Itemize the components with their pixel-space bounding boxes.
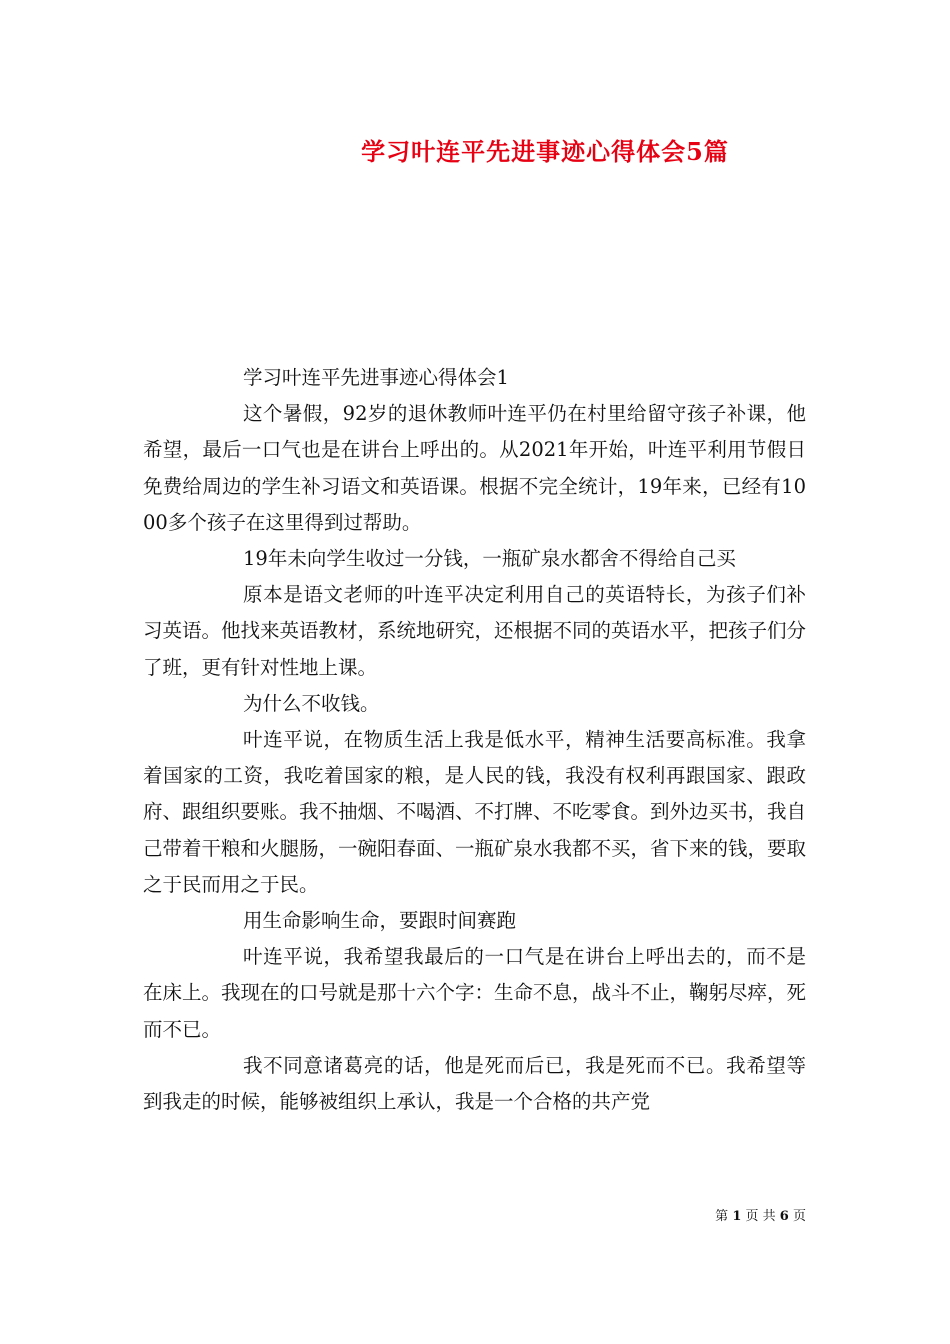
total-page-number: 6: [779, 1209, 789, 1224]
footer-prefix: 第: [715, 1209, 729, 1224]
section-heading: 学习叶连平先进事迹心得体会1: [243, 366, 509, 389]
document-body: [143, 360, 806, 1120]
footer-suffix: 页: [792, 1209, 806, 1224]
footer-middle: 页 共: [745, 1209, 776, 1224]
paragraph: 这个暑假，92岁的退休教师叶连平仍在村里给留守孩子补课，他希望，最后一口气也是在讲台上呼出的。从2021年开始，叶连平利用节假日免费给周边的学生补习语文和英语课。根据不完全统计，19年来，已经有1000多个孩子在这里得到过帮助。: [143, 402, 806, 534]
paragraph: 用生命影响生命，要跟时间赛跑: [243, 909, 517, 933]
page-footer: [0, 1205, 806, 1224]
current-page-number: 1: [732, 1209, 742, 1224]
paragraph: 叶连平说，在物质生活上我是低水平，精神生活要高标准。我拿着国家的工资，我吃着国家的粮，是人民的钱，我没有权利再跟国家、跟政府、跟组织要账。我不抽烟、不喝酒、不打牌、不吃零食。到外边买书，我自己带着干粮和火腿肠，一碗阳春面、一瓶矿泉水我都不买，省下来的钱，要取之于民而用之于民。: [143, 728, 807, 896]
paragraph: 叶连平说，我希望我最后的一口气是在讲台上呼出去的，而不是在床上。我现在的口号就是那十六个字：生命不息，战斗不止，鞠躬尽瘁，死而不已。: [143, 945, 807, 1041]
paragraph: 19年未向学生收过一分钱，一瓶矿泉水都舍不得给自己买: [243, 547, 736, 571]
paragraph: 我不同意诸葛亮的话，他是死而后已，我是死而不已。我希望等到我走的时候，能够被组织上承认，我是一个合格的共产党: [143, 1053, 806, 1114]
paragraph: 为什么不收钱。: [243, 691, 380, 715]
document-title: 学习叶连平先进事迹心得体会5篇: [361, 137, 729, 166]
paragraph: 原本是语文老师的叶连平决定利用自己的英语特长，为孩子们补习英语。他找来英语教材，系统地研究，还根据不同的英语水平，把孩子们分了班，更有针对性地上课。: [143, 583, 807, 679]
